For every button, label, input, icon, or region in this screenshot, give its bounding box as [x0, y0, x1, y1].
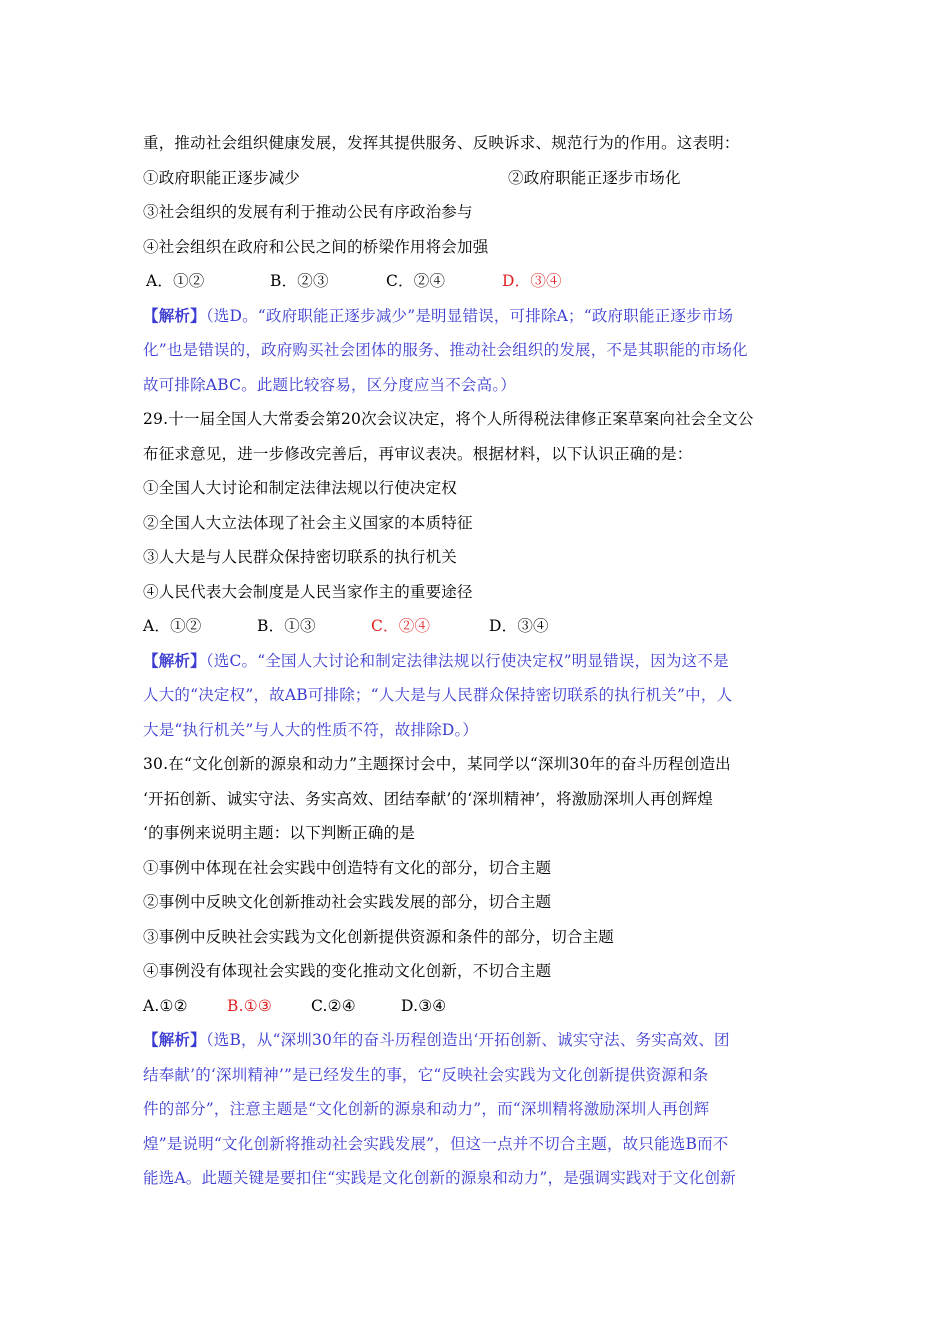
option-d: D.③④	[401, 996, 447, 1015]
option-c: C.②④	[311, 996, 356, 1015]
analysis-tag: 【解析】	[143, 650, 206, 670]
analysis-line	[143, 299, 809, 334]
question-stem-line: 29.十一届全国人大常委会第20次会议决定，将个人所得税法律修正案草案向社会全文公	[143, 410, 754, 428]
analysis-tag: 【解析】	[143, 305, 206, 325]
analysis-line: 件的部分”，注意主题是“文化创新的源泉和动力”，而“深圳精将激励深圳人再创辉	[143, 1100, 710, 1118]
analysis-line: 人大的“决定权”，故AB可排除；“人大是与人民群众保持密切联系的执行机关”中，人	[143, 686, 733, 704]
option-c-correct: C．②④	[371, 617, 431, 635]
options-row	[143, 989, 809, 1024]
statement-4: ④社会组织在政府和公民之间的桥梁作用将会加强	[143, 237, 489, 256]
option-b: B．①③	[257, 617, 316, 635]
statement-3: ③人大是与人民群众保持密切联系的执行机关	[143, 548, 458, 566]
statement-row	[143, 161, 809, 196]
analysis-text: （选C。“全国人大讨论和制定法律法规以行使决定权”明显错误，因为这不是	[205, 651, 729, 670]
statement-3: ③社会组织的发展有利于推动公民有序政治参与	[143, 203, 473, 221]
option-d: D．③④	[489, 617, 549, 635]
statement-1: ①事例中体现在社会实践中创造特有文化的部分，切合主题	[143, 858, 552, 877]
question-28	[143, 126, 809, 402]
question-stem-line: 布征求意见，进一步修改完善后，再审议表决。根据材料，以下认识正确的是：	[143, 444, 693, 463]
statement-2: ②事例中反映文化创新推动社会实践发展的部分，切合主题	[143, 893, 552, 911]
statement-3: ③事例中反映社会实践为文化创新提供资源和条件的部分，切合主题	[143, 927, 615, 946]
option-a: A.①②	[143, 996, 188, 1015]
statement-1: ①全国人大讨论和制定法律法规以行使决定权	[143, 479, 458, 497]
statement-2: ②政府职能正逐步市场化	[508, 168, 681, 187]
question-stem-line: 重，推动社会组织健康发展，发挥其提供服务、反映诉求、规范行为的作用。这表明：	[143, 134, 740, 152]
document-page	[143, 126, 809, 1196]
analysis-line: 大是“执行机关”与人大的性质不符，故排除D。）	[143, 720, 479, 739]
option-b: B．②③	[270, 272, 329, 290]
analysis-text: （选B，从“深圳30年的奋斗历程创造出‘开拓创新、诚实守法、务实高效、团	[205, 1031, 730, 1049]
option-d-correct: D．③④	[502, 272, 562, 290]
question-stem-line: ‘开拓创新、诚实守法、务实高效、团结奉献’的‘深圳精神’，将激励深圳人再创辉煌	[143, 789, 714, 808]
option-a: A．①②	[146, 272, 205, 290]
analysis-line: 煌”是说明“文化创新将推动社会实践发展”，但这一点并不切合主题，故只能选B而不	[143, 1134, 729, 1153]
analysis-line	[143, 644, 809, 679]
analysis-line: 故可排除ABC。此题比较容易，区分度应当不会高。）	[143, 375, 516, 394]
options-row	[143, 609, 809, 644]
analysis-tag: 【解析】	[143, 1030, 206, 1049]
statement-1: ①政府职能正逐步减少	[143, 168, 301, 187]
analysis-line: 化”也是错误的，政府购买社会团体的服务、推动社会组织的发展，不是其职能的市场化	[143, 341, 748, 359]
statement-4: ④人民代表大会制度是人民当家作主的重要途径	[143, 582, 473, 601]
analysis-line: 能选A。此题关键是要扣住“实践是文化创新的源泉和动力”，是强调实践对于文化创新	[143, 1169, 736, 1187]
question-29	[143, 402, 809, 747]
question-stem-line: ‘的事例来说明主题：以下判断正确的是	[143, 824, 416, 842]
option-a: A．①②	[143, 617, 202, 635]
question-stem-line: 30.在“文化创新的源泉和动力”主题探讨会中，某同学以“深圳30年的奋斗历程创造出	[143, 755, 731, 773]
option-c: C．②④	[386, 272, 446, 290]
analysis-line: 结奉献’的‘深圳精神’”是已经发生的事，它“反映社会实践为文化创新提供资源和条	[143, 1065, 709, 1084]
analysis-line	[143, 1023, 809, 1058]
question-30	[143, 747, 809, 1196]
statement-4: ④事例没有体现社会实践的变化推动文化创新，不切合主题	[143, 962, 552, 980]
options-row	[143, 264, 809, 299]
option-b-correct: B.①③	[227, 996, 272, 1015]
analysis-text: （选D。“政府职能正逐步减少”是明显错误，可排除A；“政府职能正逐步市场	[205, 306, 734, 325]
statement-2: ②全国人大立法体现了社会主义国家的本质特征	[143, 513, 473, 532]
